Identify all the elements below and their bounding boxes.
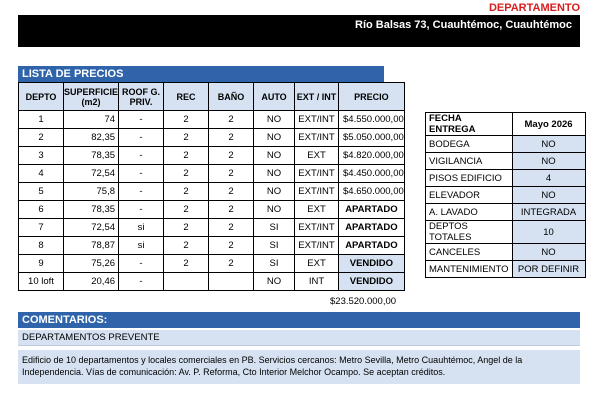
cell-auto: NO [254,129,295,147]
detail-value: NO [512,187,585,204]
col-bano: BAÑO [209,83,254,111]
cell-auto: SI [254,219,295,237]
cell-auto: NO [254,183,295,201]
cell-auto: NO [254,111,295,129]
address-text: Río Balsas 73, Cuauhtémoc, Cuauhtémoc [355,19,572,31]
col-ext-int: EXT / INT [295,83,339,111]
cell-auto: SI [254,237,295,255]
cell-precio: APARTADO [339,201,405,219]
cell-auto: NO [254,165,295,183]
table-row [19,129,405,147]
total-price: $23.520.000,00 [330,296,397,307]
col-depto: DEPTO [19,83,64,111]
cell-depto: 5 [19,183,64,201]
cell-ext-int: EXT/INT [295,183,339,201]
cell-bano: 2 [209,129,254,147]
cell-rec: 2 [164,111,209,129]
detail-label: CANCELES [426,244,513,261]
cell-rec: 2 [164,165,209,183]
cell-rec: 2 [164,129,209,147]
detail-row [426,136,586,153]
cell-superficie: 72,54 [64,219,119,237]
cell-bano: 2 [209,183,254,201]
detail-row [426,204,586,221]
cell-ext-int: EXT/INT [295,219,339,237]
cell-auto: SI [254,255,295,273]
col-rec: REC [164,83,209,111]
cell-depto: 2 [19,129,64,147]
detail-label: ELEVADOR [426,187,513,204]
cell-roof: - [119,111,164,129]
cell-depto: 10 loft [19,273,64,291]
cell-ext-int: EXT/INT [295,111,339,129]
cell-depto: 7 [19,219,64,237]
cell-bano: 2 [209,147,254,165]
cell-superficie: 78,35 [64,147,119,165]
detail-value: NO [512,153,585,170]
cell-precio: VENDIDO [339,273,405,291]
detail-label: VIGILANCIA [426,153,513,170]
cell-bano: 2 [209,237,254,255]
cell-bano: 2 [209,201,254,219]
col-precio: PRECIO [339,83,405,111]
col-superficie: SUPERFICIE (m2) [64,83,119,111]
cell-superficie: 78,87 [64,237,119,255]
detail-value: NO [512,244,585,261]
cell-bano: 2 [209,111,254,129]
detail-value: INTEGRADA [512,204,585,221]
cell-rec: 2 [164,255,209,273]
cell-superficie: 78,35 [64,201,119,219]
cell-depto: 6 [19,201,64,219]
cell-depto: 1 [19,111,64,129]
cell-ext-int: INT [295,273,339,291]
cell-precio: $4.550.000,00 [339,111,405,129]
price-table [18,82,405,291]
cell-depto: 4 [19,165,64,183]
detail-value: 4 [512,170,585,187]
table-row [19,255,405,273]
cell-ext-int: EXT [295,201,339,219]
cell-precio: $5.050.000,00 [339,129,405,147]
cell-bano: 2 [209,219,254,237]
cell-depto: 9 [19,255,64,273]
table-row [19,183,405,201]
price-table-header [19,83,405,111]
cell-roof: - [119,165,164,183]
cell-bano: 2 [209,165,254,183]
cell-auto: NO [254,201,295,219]
cell-rec: 2 [164,201,209,219]
cell-auto: NO [254,273,295,291]
col-auto: AUTO [254,83,295,111]
cell-ext-int: EXT/INT [295,165,339,183]
table-row [19,219,405,237]
cell-superficie: 75,8 [64,183,119,201]
cell-rec: 2 [164,219,209,237]
cell-precio: $4.450.000,00 [339,165,405,183]
detail-label: BODEGA [426,136,513,153]
cell-roof: si [119,237,164,255]
cell-rec: 2 [164,237,209,255]
cell-depto: 8 [19,237,64,255]
table-row [19,111,405,129]
table-row [19,165,405,183]
cell-precio: $4.650.000,00 [339,183,405,201]
cell-roof: - [119,147,164,165]
delivery-value: Mayo 2026 [512,113,585,136]
table-row [19,201,405,219]
detail-label: PISOS EDIFICIO [426,170,513,187]
detail-row [426,221,586,244]
cell-rec [164,273,209,291]
detail-label: A. LAVADO [426,204,513,221]
comment-description: Edificio de 10 departamentos y locales comerciales en PB. Servicios cercanos: Metro Sevilla, Metro Cuauhtémoc, Angel de la Independencia. Vías de comunicación: Av. P. Reforma, Cto Interior Melchor Ocampo. Se aceptan créditos. [18,350,580,384]
cell-precio: $4.820.000,00 [339,147,405,165]
cell-roof: - [119,255,164,273]
detail-label: DEPTOS TOTALES [426,221,513,244]
col-roof: ROOF G. PRIV. [119,83,164,111]
comment-presale: DEPARTAMENTOS PREVENTE [18,330,580,346]
cell-superficie: 72,54 [64,165,119,183]
cell-roof: si [119,219,164,237]
detail-label: MANTENIMIENTO [426,261,513,278]
details-table [425,112,586,278]
cell-rec: 2 [164,183,209,201]
detail-value: NO [512,136,585,153]
address-bar [18,15,580,47]
cell-ext-int: EXT/INT [295,129,339,147]
detail-row [426,244,586,261]
cell-superficie: 82,35 [64,129,119,147]
cell-ext-int: EXT [295,147,339,165]
delivery-row [426,113,586,136]
cell-roof: - [119,183,164,201]
cell-rec: 2 [164,147,209,165]
detail-row [426,187,586,204]
cell-roof: - [119,129,164,147]
cell-superficie: 20,46 [64,273,119,291]
cell-bano [209,273,254,291]
cell-auto: NO [254,147,295,165]
comments-title: COMENTARIOS: [18,312,580,328]
cell-precio: VENDIDO [339,255,405,273]
detail-row [426,261,586,278]
delivery-label: FECHA ENTREGA [426,113,513,136]
table-row [19,237,405,255]
cell-superficie: 74 [64,111,119,129]
cell-ext-int: EXT/INT [295,237,339,255]
cell-precio: APARTADO [339,219,405,237]
cell-depto: 3 [19,147,64,165]
table-row [19,273,405,291]
detail-value: POR DEFINIR [512,261,585,278]
cell-bano: 2 [209,255,254,273]
category-label: DEPARTAMENTO [488,2,580,14]
table-row [19,147,405,165]
detail-row [426,153,586,170]
cell-precio: APARTADO [339,237,405,255]
detail-row [426,170,586,187]
cell-ext-int: EXT [295,255,339,273]
cell-superficie: 75,26 [64,255,119,273]
detail-value: 10 [512,221,585,244]
price-list-title: LISTA DE PRECIOS [18,66,384,82]
cell-roof: - [119,273,164,291]
cell-roof: - [119,201,164,219]
